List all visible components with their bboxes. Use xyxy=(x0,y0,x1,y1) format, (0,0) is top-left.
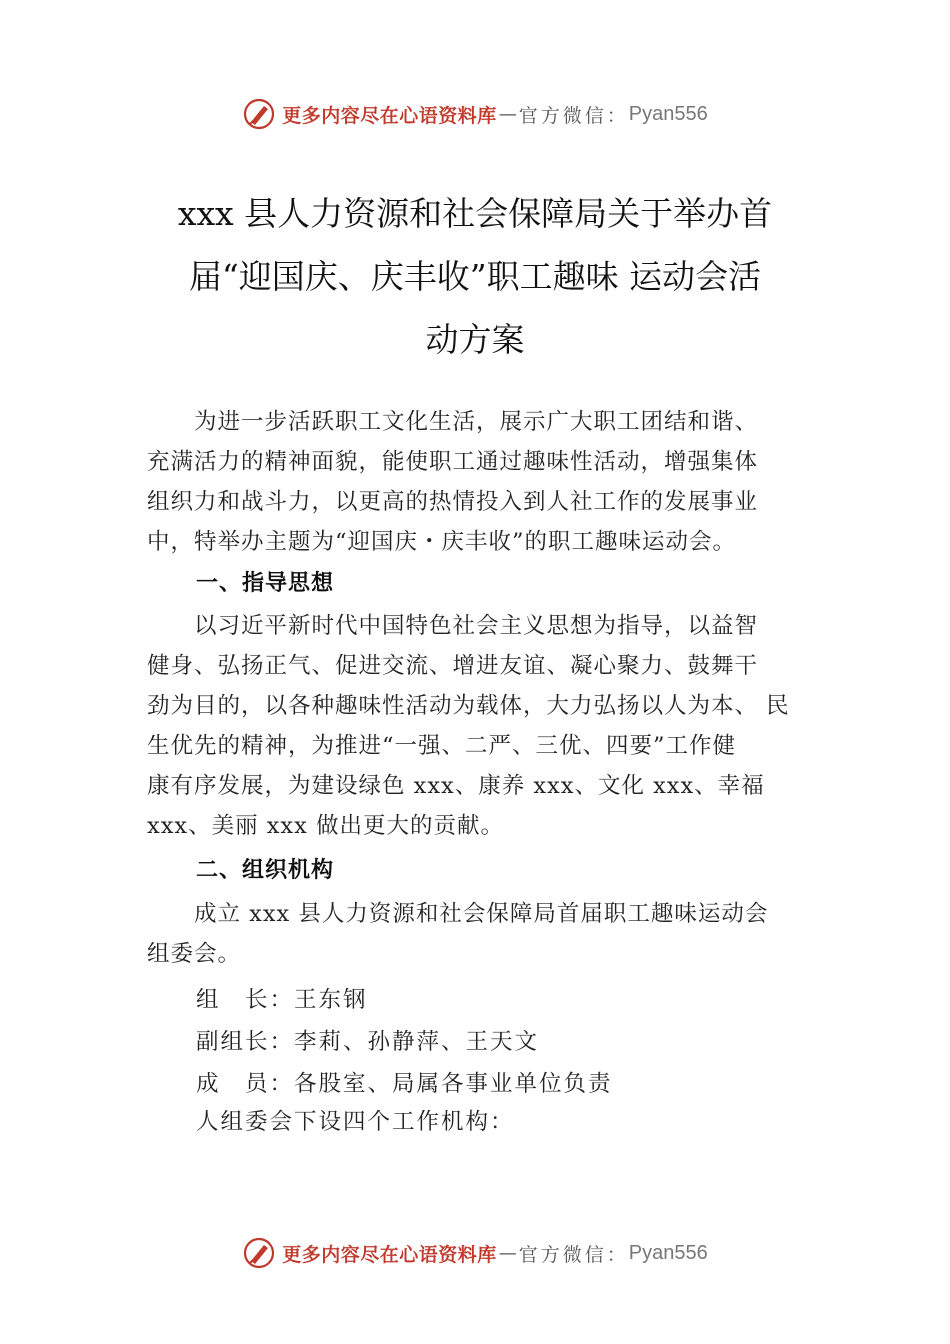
members-line: 成 员：各股室、局属各事业单位负责 xyxy=(196,1071,613,1097)
document-title xyxy=(145,182,805,371)
section-heading-organization: 二、组织机构 xyxy=(196,858,335,883)
title-line: 届“迎国庆、庆丰收”职工趣味 运动会活 xyxy=(188,257,762,296)
leader-line: 组 长：王东钢 xyxy=(196,987,368,1013)
banner-dash: — xyxy=(498,103,517,125)
header-banner xyxy=(0,94,950,134)
footer-banner xyxy=(0,1233,950,1273)
banner-dash: — xyxy=(498,1242,517,1264)
paragraph-line: 以习近平新时代中国特色社会主义思想为指导，以益智 xyxy=(147,613,759,639)
banner-brand: 更多内容尽在心语资料库 xyxy=(282,1243,497,1266)
deputy-line: 副组长：李莉、孙静萍、王天文 xyxy=(196,1029,540,1055)
paragraph-line: 为进一步活跃职工文化生活，展示广大职工团结和谐、 xyxy=(147,409,759,435)
organization-paragraph xyxy=(147,894,827,974)
paragraph-line: 组委会。 xyxy=(147,941,242,967)
paragraph-line: 劲为目的，以各种趣味性活动为载体，大力弘扬以人为本、 民 xyxy=(147,693,790,719)
banner-wechat-label: 官方微信： xyxy=(518,1243,629,1266)
pen-seal-icon xyxy=(242,1236,276,1270)
title-line: 动方案 xyxy=(425,320,525,359)
paragraph-line: 康有序发展，为建设绿色 xxx、康养 xxx、文化 xxx、幸福 xyxy=(147,773,765,799)
paragraph-line: 生优先的精神，为推进“一强、二严、三优、四要”工作健 xyxy=(147,733,737,759)
paragraph-line: 成立 xxx 县人力资源和社会保障局首届职工趣味运动会 xyxy=(147,901,769,927)
title-line: xxx 县人力资源和社会保障局关于举办首 xyxy=(177,194,773,233)
banner-wechat-id: Pyan556 xyxy=(628,102,708,125)
banner-wechat-id: Pyan556 xyxy=(628,1241,708,1264)
paragraph-line: 充满活力的精神面貌，能使职工通过趣味性活动，增强集体 xyxy=(147,449,759,475)
paragraph-line: 健身、弘扬正气、促进交流、增进友谊、凝心聚力、鼓舞干 xyxy=(147,653,759,679)
banner-wechat-label: 官方微信： xyxy=(518,104,629,127)
subunits-line: 人组委会下设四个工作机构： xyxy=(196,1109,515,1135)
pen-seal-icon xyxy=(242,97,276,131)
paragraph-line: 组织力和战斗力，以更高的热情投入到人社工作的发展事业 xyxy=(147,489,759,515)
banner-brand: 更多内容尽在心语资料库 xyxy=(282,104,497,127)
guidance-paragraph xyxy=(147,606,827,846)
paragraph-line: xxx、美丽 xxx 做出更大的贡献。 xyxy=(147,813,504,839)
intro-paragraph xyxy=(147,402,827,562)
paragraph-line: 中，特举办主题为“迎国庆・庆丰收”的职工趣味运动会。 xyxy=(147,529,737,555)
section-heading-guidance: 一、指导思想 xyxy=(196,571,335,596)
